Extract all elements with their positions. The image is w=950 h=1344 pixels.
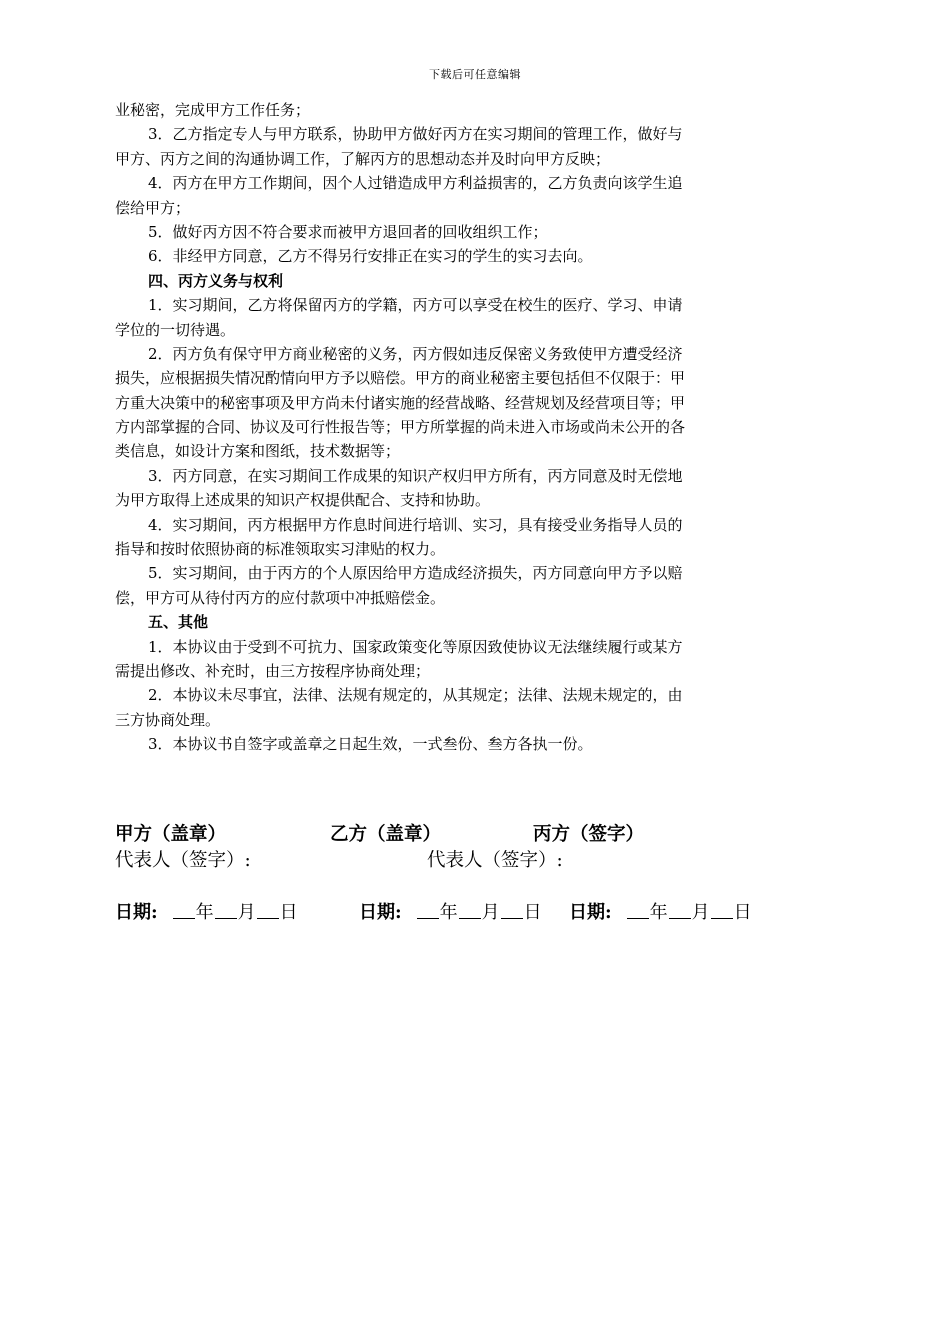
date-blank	[711, 903, 733, 919]
date-blank	[627, 903, 649, 919]
paragraph-line: 甲方、丙方之间的沟通协调工作，了解丙方的思想动态并及时向甲方反映；	[115, 149, 611, 168]
party-b-representative-label: 代表人（签字）:	[427, 850, 563, 871]
paragraph-line: 1．本协议由于受到不可抗力、国家政策变化等原因致使协议无法继续履行或某方	[148, 637, 683, 656]
paragraph-line: 损失，应根据损失情况酌情向甲方予以赔偿。甲方的商业秘密主要包括但不仅限于：甲	[115, 369, 686, 388]
paragraph-line: 5．实习期间，由于丙方的个人原因给甲方造成经济损失，丙方同意向甲方予以赔	[148, 564, 683, 583]
section-heading: 五、其他	[148, 613, 209, 632]
section-heading: 四、丙方义务与权利	[148, 271, 284, 290]
party-c-sign-label: 丙方（签字）	[533, 824, 645, 845]
paragraph-line: 类信息，如设计方案和图纸，技术数据等；	[115, 442, 401, 461]
paragraph-line: 3．丙方同意，在实习期间工作成果的知识产权归甲方所有，丙方同意及时无偿地	[148, 466, 683, 485]
paragraph-line: 偿给甲方；	[115, 198, 191, 217]
paragraph-line: 3．乙方指定专人与甲方联系，协助甲方做好丙方在实习期间的管理工作，做好与	[148, 125, 683, 144]
month-label: 月	[237, 902, 256, 923]
date-blank	[417, 903, 439, 919]
paragraph-line: 偿，甲方可从待付丙方的应付款项中冲抵赔偿金。	[115, 588, 446, 607]
paragraph-line: 2．丙方负有保守甲方商业秘密的义务，丙方假如违反保密义务致使甲方遭受经济	[148, 344, 683, 363]
paragraph-line: 为甲方取得上述成果的知识产权提供配合、支持和协助。	[115, 491, 491, 510]
contract-body	[115, 98, 850, 757]
page-header: 下载后可任意编辑	[429, 68, 521, 81]
paragraph-line: 1．实习期间，乙方将保留丙方的学籍，丙方可以享受在校生的医疗、学习、申请	[148, 296, 683, 315]
paragraph-line: 6．非经甲方同意，乙方不得另行安排正在实习的学生的实习去向。	[148, 247, 593, 266]
year-label: 年	[649, 902, 668, 923]
paragraph-line: 方重大决策中的秘密事项及甲方尚未付诸实施的经营战略、经营规划及经营项目等；甲	[115, 393, 686, 412]
paragraph-line: 3．本协议书自签字或盖章之日起生效，一式叁份、叁方各执一份。	[148, 735, 593, 754]
paragraph-line: 学位的一切待遇。	[115, 320, 236, 339]
date-blank	[173, 903, 195, 919]
party-b-date	[359, 898, 542, 924]
date-blank	[459, 903, 481, 919]
party-a-seal-label: 甲方（盖章）	[115, 824, 227, 845]
date-label: 日期:	[569, 902, 612, 923]
paragraph-line: 2．本协议未尽事宜，法律、法规有规定的，从其规定；法律、法规未规定的，由	[148, 686, 683, 705]
day-label: 日	[733, 902, 752, 923]
date-blank	[501, 903, 523, 919]
month-label: 月	[691, 902, 710, 923]
party-a-date	[115, 898, 298, 924]
paragraph-line: 指导和按时依照协商的标准领取实习津贴的权力。	[115, 540, 446, 559]
year-label: 年	[439, 902, 458, 923]
paragraph-line: 4．实习期间，丙方根据甲方作息时间进行培训、实习，具有接受业务指导人员的	[148, 515, 683, 534]
party-a-representative-label: 代表人（签字）:	[115, 850, 251, 871]
paragraph-line: 业秘密，完成甲方工作任务；	[115, 101, 311, 119]
month-label: 月	[481, 902, 500, 923]
party-c-date	[569, 898, 752, 924]
date-blank	[257, 903, 279, 919]
paragraph-line: 需提出修改、补充时，由三方按程序协商处理；	[115, 661, 431, 680]
date-label: 日期:	[115, 902, 158, 923]
year-label: 年	[195, 902, 214, 923]
paragraph-line: 4．丙方在甲方工作期间，因个人过错造成甲方利益损害的，乙方负责向该学生追	[148, 174, 683, 193]
day-label: 日	[279, 902, 298, 923]
day-label: 日	[523, 902, 542, 923]
date-label: 日期:	[359, 902, 402, 923]
paragraph-line: 三方协商处理。	[115, 710, 221, 729]
date-blank	[669, 903, 691, 919]
party-b-seal-label: 乙方（盖章）	[330, 824, 442, 845]
paragraph-line: 5．做好丙方因不符合要求而被甲方退回者的回收组织工作；	[148, 222, 548, 241]
paragraph-line: 方内部掌握的合同、协议及可行性报告等；甲方所掌握的尚未进入市场或尚未公开的各	[115, 418, 686, 437]
date-blank	[215, 903, 237, 919]
